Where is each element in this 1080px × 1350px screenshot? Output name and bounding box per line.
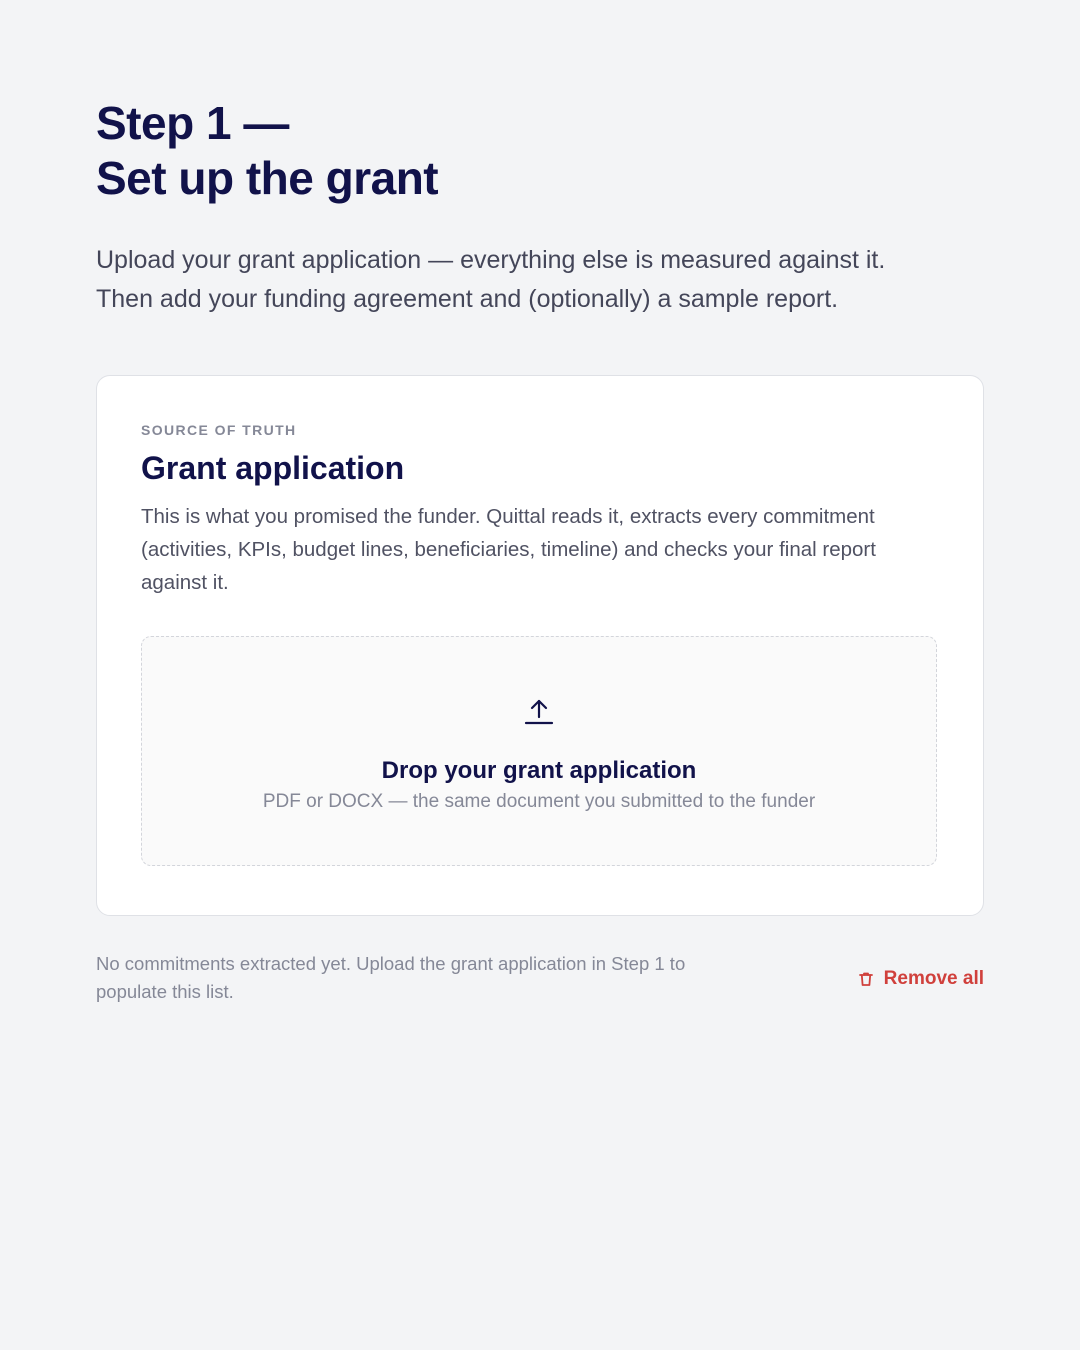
- setup-page: [96, 96, 984, 1006]
- card-description: This is what you promised the funder. Quittal reads it, extracts every commitment (activities, KPIs, budget lines, beneficiaries, timeline) and checks your final report against it.: [141, 505, 876, 594]
- dropzone-title: Drop your grant application: [381, 757, 697, 784]
- card-title: Grant application: [141, 450, 405, 486]
- trash-icon: [858, 971, 874, 987]
- dropzone-subtitle: PDF or DOCX — the same document you submitted to the funder: [262, 791, 816, 812]
- empty-state-note: No commitments extracted yet. Upload the grant application in Step 1 to populate this list.: [96, 953, 686, 1002]
- page-title-main: Set up the grant: [96, 152, 439, 204]
- grant-application-dropzone[interactable]: [141, 636, 937, 866]
- card-eyebrow: SOURCE OF TRUTH: [141, 422, 297, 438]
- page-title: [96, 96, 984, 206]
- upload-icon: [523, 695, 555, 727]
- commitments-footer: [96, 950, 984, 1006]
- grant-application-card: [96, 375, 984, 916]
- page-intro: Upload your grant application — everything else is measured against it. Then add your funding agreement and (optionally) a sample report.: [96, 246, 886, 313]
- remove-all-button[interactable]: [858, 968, 984, 990]
- remove-all-label: Remove all: [883, 968, 984, 989]
- page-title-step: Step 1 —: [96, 97, 289, 149]
